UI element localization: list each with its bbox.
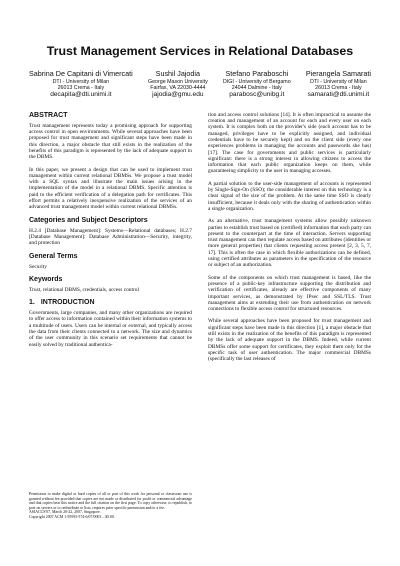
copyright-line: Copyright 2007 ACM 1-59593-574-6/07/0003 ...$5.00. bbox=[29, 514, 115, 519]
author-name: Sabrina De Capitani di Vimercati bbox=[29, 69, 133, 78]
author-affiliation: DIGI - University of Bergamo bbox=[222, 78, 291, 85]
author-name: Pierangela Samarati bbox=[305, 69, 371, 78]
body-paragraph: A partial solution to the user-side management of accounts is represented by Single-Sign-On (SSO); the considerable interest on this technology is a clear signal of the size of the problem. At the same time SSO is clearly insufficient, because it deals only with the sharing of authentication within a single organization. bbox=[208, 180, 371, 212]
abstract-paragraph: Trust management represents today a promising approach for supporting access control in open environments. While several approaches have been proposed for trust management and significant steps have been made in this direction, a major obstacle that still exists in the realization of the benefits of this paradigm is represented by the lack of adequate support in the DBMS. bbox=[29, 122, 192, 161]
author-email: parabosc@unibg.it bbox=[229, 90, 285, 98]
author-affiliation: DTI - University of Milan bbox=[310, 78, 367, 85]
section-number: 1. bbox=[29, 299, 35, 307]
keywords-text: Trust, relational DBMS, credentials, access control bbox=[29, 286, 139, 293]
author-1 bbox=[29, 70, 133, 99]
right-column bbox=[208, 112, 371, 369]
general-terms-heading: General Terms bbox=[29, 252, 78, 260]
intro-paragraph: Governments, large companies, and many other organizations are required to offer access to information contained within their information systems to a multitude of users. Users can be internal or external, and typically access the data from their clients connected to a network. The size and dynamics of the user community in this scenario set requirements that cannot be easily solved by traditional authentica- bbox=[29, 310, 192, 348]
body-paragraph: tion and access control solutions [14]. It is often impractical to assume the creation and management of an account for each and every user on each system. It is complex both on the provider's side (each account has to be managed, privileges have to be explicitly assigned, and individual credentials have to be securely kept) and on the client side (every one experiences problems in managing the accounts and passwords she has) [17]. The case for governments and public services is particularly significant: there is a strong interest in allowing citizens to access the information that each public organization keeps on them, while guaranteeing simplicity to the user in managing accesses. bbox=[208, 111, 371, 175]
author-email: jajodia@gmu.edu bbox=[152, 90, 204, 98]
keywords-heading: Keywords bbox=[29, 275, 63, 283]
author-address: 26013 Crema - Italy bbox=[57, 84, 105, 91]
copyright-footnote bbox=[29, 492, 192, 520]
author-name: Stefano Paraboschi bbox=[225, 69, 289, 78]
general-terms-text: Security bbox=[29, 263, 47, 270]
permission-notice: Permission to make digital or hard copies of all or part of this work for personal or classroom use is granted without fee provided that copies are not made or distributed for profit or commercial advantage and that copies bear this notice and the full citation on the first page. To copy otherwise, to republish, to post on servers or to redistribute to lists, requires prior specific permission and/or a fee. bbox=[29, 492, 192, 510]
intro-heading bbox=[29, 299, 192, 306]
author-address: 24044 Dalmine - Italy bbox=[231, 84, 282, 91]
author-address: Fairfax, VA 22030-4444 bbox=[150, 84, 206, 91]
categories-heading: Categories and Subject Descriptors bbox=[29, 216, 148, 224]
author-affiliation: George Mason University bbox=[147, 78, 208, 85]
body-columns bbox=[29, 112, 371, 369]
section-title: INTRODUCTION bbox=[40, 299, 95, 307]
author-email: decapita@dti.unimi.it bbox=[50, 90, 112, 98]
body-paragraph: While several approaches have been proposed for trust management and significant steps have been made in this direction [1], a major obstacle that still exists in the realization of the benefits of this paradigm is represented by the lack of adequate support in the DBMS. Indeed, while current DBMSs offer some support for certificates, they exploit them only for the specific task of user authentication. The major commercial DBMSs (specifically the last releases of bbox=[208, 318, 371, 363]
author-affiliation: DTI - University of Milan bbox=[52, 78, 110, 85]
conference-line: ASIACCS'07, March 20-22, 2007, Singapore. bbox=[29, 510, 101, 515]
author-4 bbox=[306, 70, 371, 99]
author-address: 26013 Crema - Italy bbox=[315, 84, 362, 91]
abstract-paragraph: In this paper, we present a design that can be used to implement trust management within current relational DBMSs. We propose a trust model with a SQL syntax and illustrate the main issues arising in the implementation of the model in a relational DBMS. Specific attention is paid to the efficient verification of a delegation path for certificates. This effort permits a relatively inexpensive realization of the services of an advanced trust management model within current relational DBMSs. bbox=[29, 166, 192, 211]
author-2 bbox=[148, 70, 208, 99]
paper-title: Trust Management Services in Relational Databases bbox=[46, 44, 354, 58]
author-block bbox=[29, 70, 371, 99]
author-email: samarati@dti.unimi.it bbox=[307, 90, 370, 98]
abstract-heading: ABSTRACT bbox=[29, 111, 68, 119]
body-paragraph: As an alternative, trust management systems allow possibly unknown parties to establish trust based on (certified) information that each party can present to the counterpart at the time of interaction. Servers supporting trust management can then regulate access based on attributes (identities or more general properties) that clients requesting access present [2, 3, 5, 7, 17]. This is often the case in which flexible authorizations can be defined, using certified attributes as parameters in the specification of the resource or subject of an authorization. bbox=[208, 218, 372, 269]
author-name: Sushil Jajodia bbox=[155, 69, 201, 78]
left-column bbox=[29, 112, 192, 369]
author-3 bbox=[223, 70, 291, 99]
categories-text: H.2.4 [Database Management]: Systems—Relational databases; H.2.7 [Database Management]: Database Administration—Security, integrity, and protection bbox=[29, 227, 192, 247]
body-paragraph: Some of the components on which trust management is based, like the presence of a public-key infrastructure supporting the distribution and verification of certificates, already are effective components of many important services, as demonstrated by IPsec and SSL/TLS. Trust management aims at extending their use from authentication on network connections to flexible access control for structured resources. bbox=[208, 274, 371, 313]
